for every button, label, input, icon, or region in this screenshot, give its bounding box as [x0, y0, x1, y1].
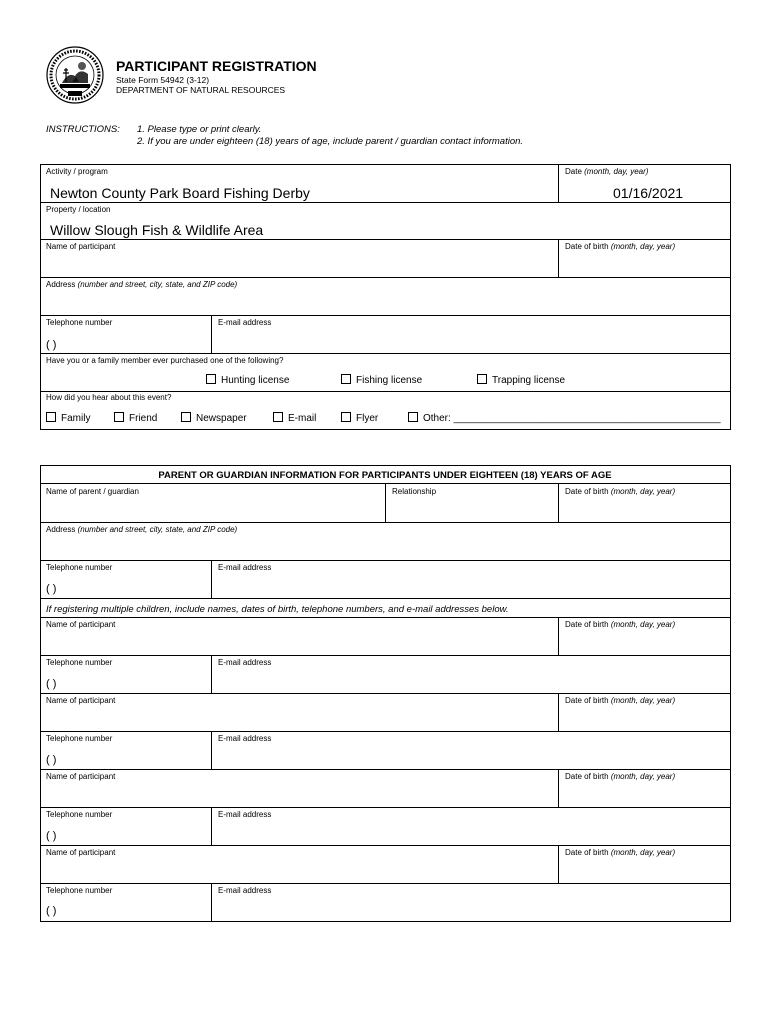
friend-checkbox[interactable] [114, 412, 124, 422]
instruction-item: 2. If you are under eighteen (18) years of age, include parent / guardian contact information. [137, 136, 524, 147]
divider [211, 731, 212, 769]
guardian-address-field[interactable] [41, 535, 729, 559]
divider [40, 655, 731, 656]
divider [40, 731, 731, 732]
parent-name-label: Name of parent / guardian [46, 487, 139, 496]
telephone-label: Telephone number [46, 318, 113, 327]
divider [40, 353, 731, 354]
child-name-label: Name of participant [46, 620, 116, 629]
guardian-dob-hint: (month, day, year) [610, 487, 676, 496]
child-name-field[interactable] [41, 630, 557, 654]
license-question: Have you or a family member ever purchased one of the following? [46, 356, 284, 365]
child-name-label: Name of participant [46, 848, 116, 857]
form-number: State Form 54942 (3-12) [116, 75, 210, 85]
relationship-field[interactable] [387, 497, 557, 521]
child-telephone-field[interactable]: ( ) [46, 678, 57, 690]
guardian-telephone-label: Telephone number [46, 563, 113, 572]
child-dob-hint: (month, day, year) [610, 772, 676, 781]
divider [558, 483, 559, 522]
child-dob-label [565, 772, 675, 781]
guardian-address-hint: (number and street, city, state, and ZIP code) [77, 525, 238, 534]
divider [40, 560, 731, 561]
date-hint: (month, day, year) [584, 167, 649, 176]
newspaper-label: Newspaper [196, 413, 247, 424]
activity-label: Activity / program [46, 167, 108, 176]
child-telephone-field[interactable]: ( ) [46, 905, 57, 917]
address-label [46, 280, 237, 289]
department-name: DEPARTMENT OF NATURAL RESOURCES [116, 85, 286, 95]
hear-question: How did you hear about this event? [46, 393, 172, 402]
divider [40, 617, 731, 618]
child-email-label: E-mail address [218, 810, 272, 819]
child-telephone-field[interactable]: ( ) [46, 830, 57, 842]
flyer-checkbox[interactable] [341, 412, 351, 422]
divider [558, 693, 559, 731]
divider [211, 655, 212, 693]
divider [40, 845, 731, 846]
divider [558, 239, 559, 277]
child-dob-label [565, 696, 675, 705]
guardian-address-label [46, 525, 237, 534]
email-checkbox[interactable] [273, 412, 283, 422]
email-option-label: E-mail [288, 413, 317, 424]
child-email-field[interactable] [213, 668, 729, 692]
divider [40, 202, 731, 203]
guardian-email-field[interactable] [213, 573, 729, 597]
family-checkbox[interactable] [46, 412, 56, 422]
child-name-field[interactable] [41, 858, 557, 882]
child-dob-field[interactable] [560, 858, 728, 882]
child-dob-hint: (month, day, year) [610, 848, 676, 857]
property-label: Property / location [46, 205, 111, 214]
dob-field[interactable] [560, 252, 728, 276]
trapping-license-checkbox[interactable] [477, 374, 487, 384]
child-dob-hint: (month, day, year) [610, 696, 676, 705]
fishing-license-label: Fishing license [356, 375, 423, 386]
fishing-license-checkbox[interactable] [341, 374, 351, 384]
email-field[interactable] [213, 328, 729, 352]
multiple-children-note: If registering multiple children, include names, dates of birth, telephone numbers, and e-mail addresses below. [46, 604, 509, 615]
child-email-label: E-mail address [218, 658, 272, 667]
state-seal-icon [46, 46, 104, 104]
child-dob-label [565, 620, 675, 629]
child-dob-label-text: Date of birth [565, 696, 609, 705]
dob-hint: (month, day, year) [610, 242, 676, 251]
guardian-telephone-field[interactable]: ( ) [46, 583, 57, 595]
divider [40, 769, 731, 770]
family-label: Family [61, 413, 91, 424]
child-telephone-label: Telephone number [46, 810, 113, 819]
participant-name-field[interactable] [41, 252, 557, 276]
child-dob-field[interactable] [560, 782, 728, 806]
divider [558, 617, 559, 655]
divider [211, 560, 212, 598]
divider [40, 807, 731, 808]
child-dob-hint: (month, day, year) [610, 620, 676, 629]
child-name-label: Name of participant [46, 772, 116, 781]
address-label-text: Address [46, 280, 76, 289]
email-label: E-mail address [218, 318, 272, 327]
divider [40, 598, 731, 599]
instruction-item: 1. Please type or print clearly. [137, 124, 262, 135]
other-checkbox[interactable] [408, 412, 418, 422]
divider [40, 693, 731, 694]
child-email-field[interactable] [213, 744, 729, 768]
child-email-field[interactable] [213, 896, 729, 920]
divider [558, 164, 559, 202]
guardian-email-label: E-mail address [218, 563, 272, 572]
child-telephone-label: Telephone number [46, 658, 113, 667]
other-field[interactable]: Other: ________________________________________________ [423, 413, 721, 424]
parent-name-field[interactable] [41, 497, 384, 521]
divider [211, 883, 212, 922]
divider [558, 845, 559, 883]
divider [385, 483, 386, 522]
child-dob-field[interactable] [560, 630, 728, 654]
guardian-dob-label [565, 487, 675, 496]
guardian-dob-label-text: Date of birth [565, 487, 609, 496]
hunting-license-label: Hunting license [221, 375, 290, 386]
date-label [565, 167, 648, 176]
hunting-license-checkbox[interactable] [206, 374, 216, 384]
child-telephone-label: Telephone number [46, 886, 113, 895]
child-email-label: E-mail address [218, 734, 272, 743]
address-hint: (number and street, city, state, and ZIP code) [77, 280, 238, 289]
child-name-field[interactable] [41, 782, 557, 806]
guardian-address-label-text: Address [46, 525, 76, 534]
page-title: PARTICIPANT REGISTRATION [116, 58, 317, 74]
guardian-section-title: PARENT OR GUARDIAN INFORMATION FOR PARTICIPANTS UNDER EIGHTEEN (18) YEARS OF AGE [158, 470, 612, 481]
guardian-dob-field[interactable] [560, 497, 728, 521]
divider [40, 522, 731, 523]
divider [40, 391, 731, 392]
child-dob-label-text: Date of birth [565, 848, 609, 857]
dob-label-text: Date of birth [565, 242, 609, 251]
child-telephone-label: Telephone number [46, 734, 113, 743]
divider [40, 883, 731, 884]
newspaper-checkbox[interactable] [181, 412, 191, 422]
relationship-label: Relationship [392, 487, 437, 496]
child-dob-label-text: Date of birth [565, 772, 609, 781]
child-telephone-field[interactable]: ( ) [46, 754, 57, 766]
divider [211, 315, 212, 353]
address-field[interactable] [41, 290, 729, 314]
child-dob-field[interactable] [560, 706, 728, 730]
instructions-label: INSTRUCTIONS: [46, 124, 120, 135]
trapping-license-label: Trapping license [492, 375, 566, 386]
child-name-field[interactable] [41, 706, 557, 730]
date-label-text: Date [565, 167, 582, 176]
divider [558, 769, 559, 807]
property-field[interactable]: Willow Slough Fish & Wildlife Area [50, 222, 264, 238]
activity-field[interactable]: Newton County Park Board Fishing Derby [50, 185, 310, 201]
child-email-field[interactable] [213, 820, 729, 844]
child-dob-label [565, 848, 675, 857]
date-field[interactable]: 01/16/2021 [613, 185, 684, 201]
child-dob-label-text: Date of birth [565, 620, 609, 629]
friend-label: Friend [129, 413, 158, 424]
child-name-label: Name of participant [46, 696, 116, 705]
telephone-field[interactable]: ( ) [46, 339, 57, 351]
dob-label [565, 242, 675, 251]
divider [40, 277, 731, 278]
child-email-label: E-mail address [218, 886, 272, 895]
flyer-label: Flyer [356, 413, 379, 424]
participant-name-label: Name of participant [46, 242, 116, 251]
divider [40, 239, 731, 240]
divider [40, 315, 731, 316]
divider [211, 807, 212, 845]
